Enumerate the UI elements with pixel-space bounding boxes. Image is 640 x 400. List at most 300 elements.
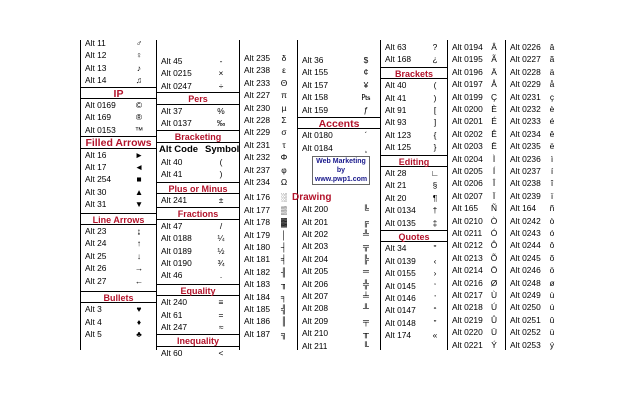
- code-row: [448, 301, 505, 313]
- section-heading: Equality: [157, 284, 239, 296]
- code-row: [448, 289, 505, 301]
- alt-code: Alt 233: [244, 77, 271, 88]
- alt-code: Alt 24: [85, 238, 107, 249]
- alt-code: Alt 254: [85, 174, 112, 185]
- alt-code: Alt 0207: [452, 190, 483, 201]
- symbol: é: [549, 116, 555, 127]
- column-4: [292, 40, 380, 351]
- alt-code: Alt 40: [385, 80, 407, 91]
- code-row: [298, 265, 380, 277]
- symbol: ╕: [281, 291, 287, 302]
- code-row: [157, 220, 239, 232]
- symbol: ¼: [217, 233, 225, 244]
- code-row: [506, 289, 565, 301]
- code-row: [381, 217, 447, 229]
- code-row: [381, 167, 447, 179]
- alt-code: Alt 0248: [510, 277, 541, 288]
- alt-code: Alt 0251: [510, 314, 541, 325]
- symbol: ♦: [136, 316, 142, 327]
- symbol: §: [432, 180, 438, 191]
- symbol-column-header: Symbol: [205, 143, 240, 155]
- code-row: [506, 190, 565, 202]
- alt-code: Alt 36: [302, 55, 324, 65]
- code-row: [381, 292, 447, 304]
- code-row: [298, 340, 380, 352]
- symbol: Φ: [280, 152, 288, 163]
- column-2: [157, 40, 240, 358]
- alt-code: Alt 0189: [161, 245, 192, 256]
- symbol: ‹: [433, 255, 437, 266]
- alt-code: Alt 123: [385, 129, 412, 140]
- code-row: [81, 250, 156, 262]
- symbol: ╗: [281, 328, 287, 339]
- alt-code: Alt 0199: [452, 91, 483, 102]
- symbol: ": [433, 243, 437, 254]
- symbol: ↓: [136, 250, 142, 261]
- code-row: [448, 78, 505, 90]
- symbol: ¿: [432, 54, 438, 65]
- code-row: [240, 52, 297, 64]
- symbol: È: [491, 104, 497, 114]
- symbol: Ò: [490, 215, 498, 226]
- alt-code: Alt 37: [161, 105, 183, 116]
- alt-code: Alt 40: [161, 156, 183, 167]
- alt-code: Alt 238: [244, 65, 271, 76]
- symbol: ╧: [363, 291, 369, 301]
- promo-line: by: [336, 167, 346, 175]
- symbol: ╥: [363, 328, 369, 339]
- alt-code: Alt 91: [385, 105, 407, 115]
- code-row: [506, 264, 565, 276]
- alt-code: Alt 25: [85, 250, 107, 261]
- code-row: [381, 79, 447, 91]
- code-row: [506, 339, 565, 351]
- section-heading: Drawing: [292, 192, 332, 204]
- symbol: -: [219, 56, 223, 66]
- code-row: [448, 128, 505, 140]
- alt-code: Alt 0220: [452, 327, 483, 338]
- alt-code: Alt 0237: [510, 166, 541, 176]
- alt-code: Alt 201: [302, 216, 329, 227]
- alt-code: Alt 178: [244, 217, 271, 228]
- alt-code: Alt 155: [302, 67, 329, 78]
- alt-code: Alt 205: [302, 266, 329, 277]
- alt-code: Alt 0145: [385, 280, 416, 291]
- symbol: ╔: [363, 216, 369, 227]
- symbol: ö: [549, 265, 555, 276]
- alt-code: Alt 0211: [452, 228, 483, 238]
- symbol: ╢: [281, 266, 287, 277]
- symbol: ╦: [363, 241, 369, 252]
- alt-code: Alt 0200: [452, 104, 483, 114]
- alt-code: Alt 174: [385, 330, 412, 341]
- symbol: τ: [282, 139, 286, 150]
- code-row: [240, 315, 297, 327]
- alt-code: Alt 0213: [452, 252, 483, 263]
- alt-code: Alt 4: [85, 316, 102, 327]
- symbol: ♥: [136, 304, 142, 315]
- symbol: ▼: [134, 199, 144, 210]
- alt-code: Alt 164: [510, 203, 537, 214]
- symbol: →: [134, 263, 144, 274]
- code-row: [381, 255, 447, 267]
- symbol: Â: [491, 42, 497, 52]
- alt-code: Alt 30: [85, 186, 107, 197]
- code-row: [448, 264, 505, 276]
- alt-code: Alt 11: [85, 38, 106, 48]
- alt-code: Alt 0137: [161, 118, 192, 128]
- code-row: [506, 153, 565, 165]
- alt-code: Alt 202: [302, 229, 329, 239]
- code-row: [298, 54, 380, 66]
- code-row: [298, 216, 380, 228]
- code-row: [381, 129, 447, 141]
- alt-code: Alt 181: [244, 254, 271, 265]
- code-row: [157, 168, 239, 180]
- code-row: [81, 328, 156, 340]
- symbol: µ: [281, 102, 287, 113]
- symbol: ë: [549, 141, 555, 152]
- alt-code: Alt 26: [85, 263, 107, 274]
- symbol: Ã: [491, 54, 497, 65]
- symbol: ♀: [135, 50, 143, 61]
- symbol: .: [219, 270, 223, 281]
- code-row: [298, 79, 380, 91]
- alt-code: Alt 13: [85, 62, 107, 73]
- symbol: ░: [281, 192, 287, 203]
- code-row: [298, 315, 380, 327]
- symbol: ê: [549, 128, 555, 139]
- code-row: [381, 41, 447, 53]
- code-row: [448, 41, 505, 53]
- alt-code: Alt 186: [244, 316, 271, 327]
- symbol: ƒ: [363, 104, 369, 115]
- symbol: ä: [549, 66, 555, 77]
- code-row: [81, 37, 156, 49]
- code-row: [81, 49, 156, 61]
- code-row: [240, 216, 297, 228]
- symbol: ¾: [217, 258, 225, 268]
- section-heading: Quotes: [381, 230, 447, 242]
- symbol: π: [281, 90, 287, 101]
- code-row: [240, 229, 297, 241]
- code-row: [157, 257, 239, 269]
- alt-code: Alt 0231: [510, 91, 541, 102]
- alt-code: Alt 0203: [452, 141, 483, 152]
- code-row: [81, 74, 156, 86]
- alt-code: Alt 0227: [510, 54, 541, 65]
- symbol: ): [219, 169, 223, 180]
- symbol: ∟: [430, 168, 440, 178]
- alt-code: Alt 234: [244, 177, 271, 187]
- section-heading: Editing: [381, 155, 447, 167]
- alt-code: Alt 232: [244, 152, 271, 163]
- code-row: [157, 156, 239, 168]
- code-row: [240, 176, 297, 188]
- symbol: ▲: [134, 186, 144, 197]
- alt-code: Alt 46: [161, 270, 183, 281]
- alt-code: Alt 0195: [452, 54, 483, 65]
- symbol: É: [491, 116, 497, 127]
- alt-code: Alt 228: [244, 115, 271, 125]
- alt-code: Alt 0229: [510, 79, 541, 90]
- symbol: Ô: [490, 240, 498, 251]
- symbol: ╩: [363, 229, 369, 239]
- alt-code: Alt 0221: [452, 339, 483, 350]
- symbol: Ø: [490, 277, 498, 288]
- promo-line: Web Marketing: [316, 158, 366, 166]
- code-row: [81, 275, 156, 287]
- symbol: ╣: [281, 304, 287, 314]
- code-row: [448, 103, 505, 115]
- alt-code: Alt 185: [244, 304, 271, 314]
- code-row: [506, 91, 565, 103]
- symbol: ▒: [281, 204, 287, 215]
- code-row: [240, 241, 297, 253]
- code-row: [448, 202, 505, 214]
- symbol: õ: [549, 252, 555, 263]
- code-row: [81, 198, 156, 210]
- code-row: [506, 78, 565, 90]
- code-row: [298, 104, 380, 116]
- symbol: Ï: [492, 190, 496, 201]
- code-row: [81, 237, 156, 249]
- symbol: ×: [218, 68, 224, 79]
- code-row: [298, 327, 380, 339]
- alt-code: Alt 41: [385, 92, 407, 103]
- alt-code: Alt 0155: [385, 268, 416, 279]
- alt-code: Alt 0236: [510, 153, 541, 164]
- code-row: [157, 194, 239, 206]
- code-row: [81, 303, 156, 315]
- column-3: [240, 40, 297, 350]
- alt-code: Alt 179: [244, 229, 271, 240]
- alt-code: Alt 34: [385, 243, 407, 254]
- alt-code: Alt 0212: [452, 240, 483, 251]
- alt-code: Alt 0218: [452, 302, 483, 313]
- symbol: ý: [549, 339, 555, 350]
- symbol: ═: [363, 266, 369, 277]
- symbol: Ý: [491, 339, 497, 350]
- code-row: [157, 55, 239, 67]
- alt-code: Alt 0184: [302, 142, 333, 153]
- symbol: ÷: [218, 80, 224, 91]
- column-1: [81, 40, 156, 350]
- alt-code: Alt 12: [85, 50, 107, 61]
- symbol: ´: [364, 130, 368, 141]
- code-row: [157, 309, 239, 321]
- code-row: [506, 53, 565, 65]
- symbol: ®: [135, 112, 143, 123]
- code-row: [157, 245, 239, 257]
- section-heading: Fractions: [157, 207, 239, 219]
- alt-code-sheet: [80, 38, 565, 358]
- symbol: ü: [549, 327, 555, 338]
- bracketing-column-headers: [157, 143, 239, 156]
- code-row: [81, 111, 156, 123]
- symbol: ñ: [549, 203, 555, 214]
- code-row: [240, 151, 297, 163]
- alt-code: Alt 158: [302, 92, 329, 103]
- code-row: [81, 316, 156, 328]
- code-row: [81, 225, 156, 237]
- alt-code: Alt 0153: [85, 124, 116, 135]
- alt-code: Alt 0196: [452, 66, 483, 77]
- code-row: [81, 161, 156, 173]
- symbol: Ç: [490, 91, 498, 102]
- alt-code: Alt 31: [85, 199, 107, 210]
- alt-code: Alt 0219: [452, 314, 483, 325]
- code-row: [298, 142, 380, 154]
- code-row: [157, 347, 239, 359]
- code-row: [240, 278, 297, 290]
- code-row: [240, 191, 297, 203]
- symbol: ▓: [280, 217, 288, 228]
- alt-code: Alt 177: [244, 204, 271, 215]
- symbol: /: [219, 220, 223, 231]
- alt-code: Alt 0250: [510, 302, 541, 313]
- alt-code: Alt 237: [244, 164, 271, 175]
- symbol: │: [281, 229, 287, 240]
- symbol: <: [218, 347, 224, 358]
- code-row: [240, 303, 297, 315]
- alt-code: Alt 0253: [510, 339, 541, 350]
- code-row: [240, 139, 297, 151]
- alt-code: Alt 210: [302, 328, 329, 339]
- alt-code: Alt 176: [244, 192, 271, 203]
- alt-code: Alt 61: [161, 309, 183, 320]
- symbol: %: [217, 105, 225, 116]
- code-row: [381, 141, 447, 153]
- alt-code: Alt 227: [244, 90, 271, 101]
- symbol: $: [363, 55, 369, 65]
- alt-code: Alt 27: [85, 275, 107, 286]
- column-7: [506, 40, 565, 350]
- alt-code: Alt 230: [244, 102, 271, 113]
- alt-code: Alt 20: [385, 192, 407, 203]
- symbol: Ä: [491, 66, 497, 77]
- code-row: [448, 91, 505, 103]
- code-row: [240, 164, 297, 176]
- alt-code: Alt 0169: [85, 100, 116, 110]
- alt-code: Alt 0234: [510, 128, 541, 139]
- code-row: [448, 140, 505, 152]
- code-row: [448, 215, 505, 227]
- column-6: [448, 40, 505, 350]
- code-row: [448, 153, 505, 165]
- alt-code: Alt 0228: [510, 66, 541, 77]
- code-row: [381, 329, 447, 341]
- symbol: Ö: [490, 265, 498, 276]
- symbol: ó: [549, 228, 555, 238]
- symbol: ►: [134, 149, 144, 160]
- alt-code: Alt 0252: [510, 327, 541, 338]
- symbol: ←: [134, 275, 144, 286]
- code-row: [506, 41, 565, 53]
- alt-code: Alt 0188: [161, 233, 192, 244]
- symbol: â: [549, 42, 555, 52]
- symbol: (: [219, 156, 223, 167]
- code-row: [506, 215, 565, 227]
- alt-code: Alt 247: [161, 322, 188, 332]
- symbol: î: [550, 178, 554, 189]
- symbol: ║: [281, 316, 287, 327]
- alt-code: Alt 184: [244, 291, 271, 302]
- symbol: ♂: [135, 38, 143, 48]
- alt-code: Alt 0215: [161, 68, 192, 79]
- code-row: [81, 99, 156, 111]
- code-row: [506, 177, 565, 189]
- symbol: ú: [549, 302, 555, 313]
- code-row: [81, 62, 156, 74]
- code-row: [298, 129, 380, 141]
- section-heading: Brackets: [381, 67, 447, 79]
- alt-code: Alt 23: [85, 226, 107, 236]
- symbol: ã: [549, 54, 555, 65]
- alt-code: Alt 208: [302, 303, 329, 314]
- alt-code: Alt 5: [85, 329, 102, 340]
- symbol: Ü: [490, 327, 498, 338]
- symbol: ?: [432, 42, 438, 52]
- symbol: ╙: [363, 340, 369, 351]
- code-row: [381, 192, 447, 204]
- alt-code: Alt 0246: [510, 265, 541, 276]
- alt-code: Alt 47: [161, 220, 183, 231]
- code-row: [448, 326, 505, 338]
- alt-code: Alt 0180: [302, 130, 333, 141]
- alt-code: Alt 168: [385, 54, 412, 65]
- alt-code: Alt 203: [302, 241, 329, 252]
- symbol: ‘: [434, 280, 436, 291]
- code-row: [506, 202, 565, 214]
- code-row: [240, 89, 297, 101]
- symbol: Ó: [490, 228, 498, 238]
- symbol: ↑: [136, 238, 142, 249]
- alt-code: Alt 0232: [510, 104, 541, 114]
- symbol: ¥: [363, 79, 369, 90]
- code-row: [157, 269, 239, 281]
- code-row: [506, 103, 565, 115]
- code-row: [240, 126, 297, 138]
- alt-code: Alt 0206: [452, 178, 483, 189]
- symbol: =: [218, 309, 224, 320]
- symbol: ┤: [281, 242, 287, 252]
- symbol: }: [433, 142, 437, 153]
- alt-code: Alt 14: [85, 75, 107, 86]
- symbol: Û: [490, 314, 498, 325]
- alt-code: Alt 0135: [385, 217, 416, 228]
- alt-code: Alt 209: [302, 315, 329, 326]
- symbol: ò: [549, 215, 555, 226]
- symbol: {: [433, 129, 437, 140]
- alt-code: Alt 183: [244, 279, 271, 290]
- code-row: [448, 314, 505, 326]
- code-row: [157, 232, 239, 244]
- code-row: [240, 266, 297, 278]
- symbol: Í: [492, 166, 496, 176]
- alt-code: Alt 182: [244, 266, 271, 277]
- code-row: [157, 296, 239, 308]
- code-row: [157, 67, 239, 79]
- alt-code: Alt 169: [85, 112, 112, 123]
- alt-code: Alt 204: [302, 253, 329, 264]
- code-row: [506, 314, 565, 326]
- symbol: ε: [282, 65, 286, 76]
- code-row: [298, 203, 380, 215]
- code-row: [240, 114, 297, 126]
- alt-code: Alt 187: [244, 328, 271, 339]
- code-row: [381, 179, 447, 191]
